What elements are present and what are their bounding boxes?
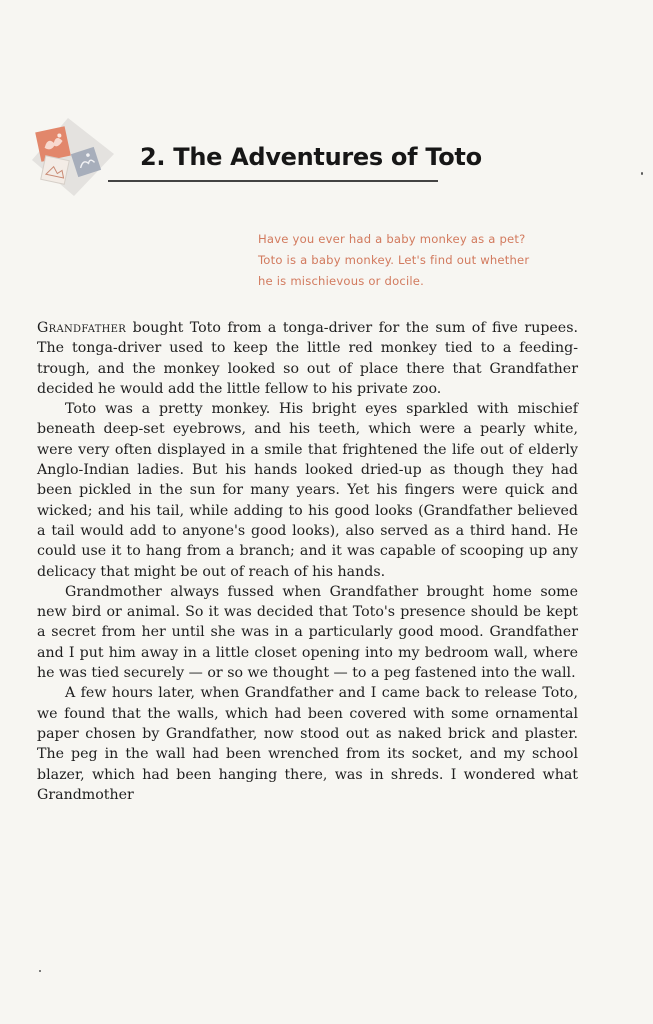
chapter-header	[28, 116, 548, 206]
intro-line: Have you ever had a baby monkey as a pet?	[258, 232, 526, 246]
page-speck	[641, 172, 643, 175]
chapter-title: 2. The Adventures of Toto	[140, 143, 482, 171]
opening-word: Grandfather	[37, 320, 127, 336]
intro-line: he is mischievous or docile.	[258, 274, 425, 288]
intro-line: Toto is a baby monkey. Let's find out whether	[258, 253, 530, 267]
story-paragraph: A few hours later, when Grandfather and I came back to release Toto, we found that the walls, which had been covered with some ornamental paper chosen by Grandfather, now stood out as naked brick and plaster. The peg in the wall had been wrenched from its socket, and my school blazer, which had been hanging there, was in shreds. I wondered what Grandmother	[37, 685, 578, 803]
story-paragraph	[37, 318, 578, 399]
story-body	[37, 318, 578, 805]
page-speck	[39, 970, 41, 972]
story-paragraph: Toto was a pretty monkey. His bright eyes sparkled with mischief beneath deep-set eyebrows, and his teeth, which were a pearly white, were very often displayed in a smile that frightened the life out of elderly Anglo-Indian ladies. But his hands looked dried-up as though they had been pickled in the sun for many years. Yet his fingers were quick and wicked; and his tail, while adding to his good looks (Grandfather believed a tail would add to anyone's good looks), also served as a third hand. He could use it to hang from a branch; and it was capable of scooping up any delicacy that might be out of reach of his hands.	[37, 401, 578, 580]
title-underline	[108, 180, 438, 182]
intro-note	[258, 229, 588, 292]
chapter-decoration-icon	[28, 116, 118, 198]
paragraph-text: bought Toto from a tonga-driver for the sum of five rupees. The tonga-driver used to keep the little red monkey tied to a feeding-trough, and the monkey looked so out of place there that Grandfather decided he would add the little fellow to his private zoo.	[37, 320, 578, 397]
story-paragraph: Grandmother always fussed when Grandfather brought home some new bird or animal. So it was decided that Toto's presence should be kept a secret from her until she was in a particularly good mood. Grandfather and I put him away in a little closet opening into my bedroom wall, where he was tied securely — or so we thought — to a peg fastened into the wall.	[37, 583, 578, 682]
